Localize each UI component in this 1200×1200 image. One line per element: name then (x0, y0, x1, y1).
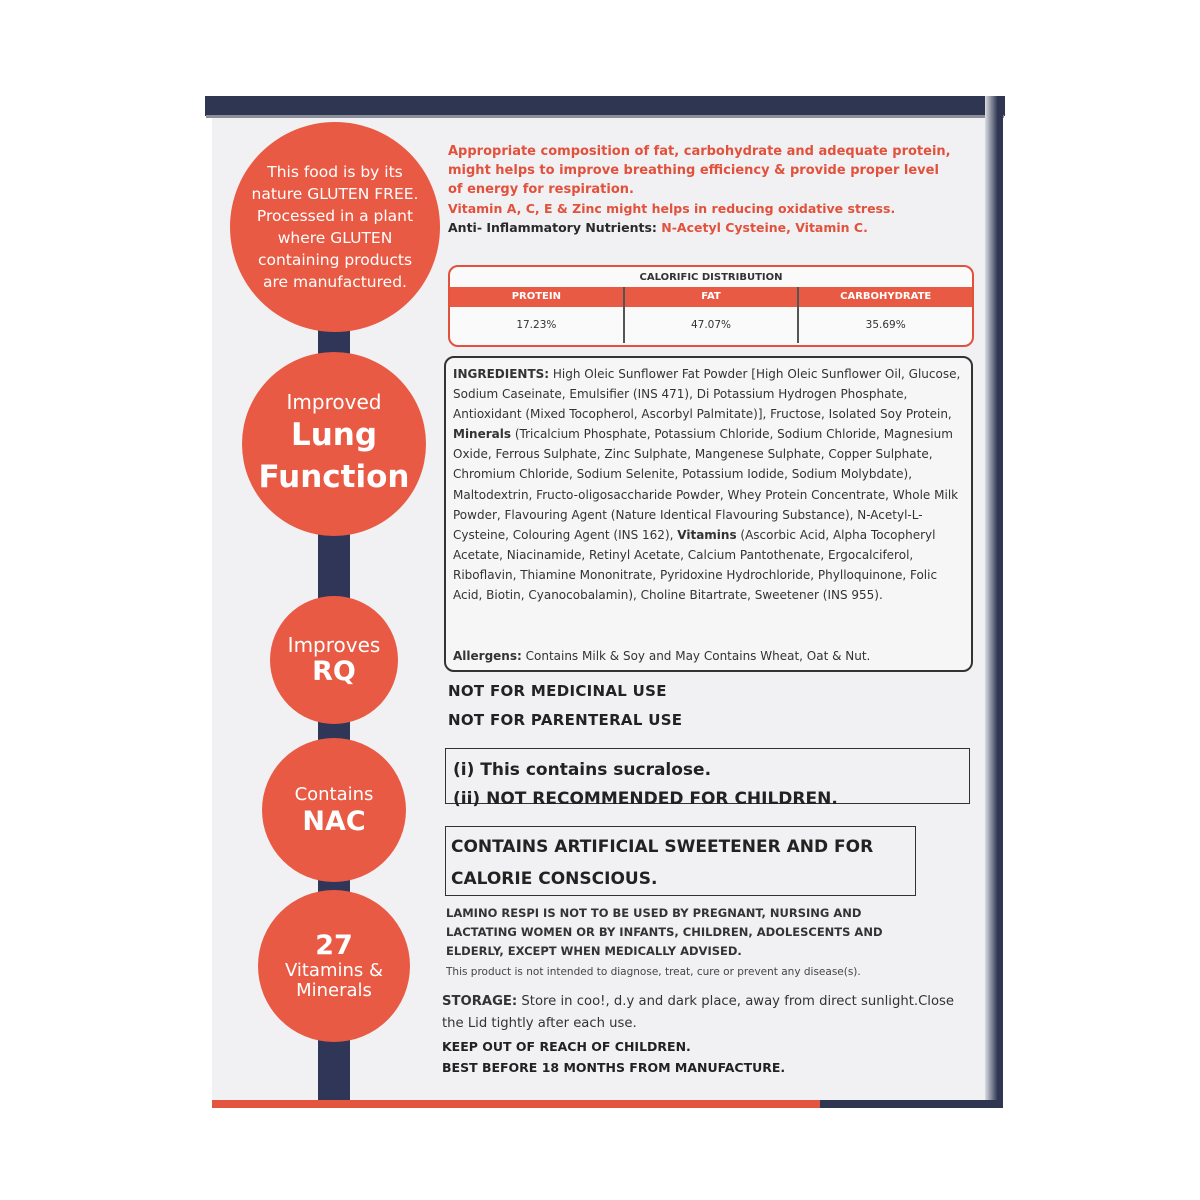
allergens-label: Allergens: (453, 648, 522, 663)
artificial-sweetener-notice: CONTAINS ARTIFICIAL SWEETENER AND FOR CALORIE CONSCIOUS. (445, 826, 916, 896)
allergens-text: Contains Milk & Soy and May Contains Wheat, Oat & Nut. (521, 648, 871, 663)
sucralose-notice (445, 748, 970, 809)
not-medicinal-warning: NOT FOR MEDICINAL USE (448, 682, 667, 700)
nac-line2: NAC (302, 806, 366, 837)
vitamins-line1: 27 (315, 930, 353, 961)
vitamins-badge (258, 890, 410, 1042)
keep-out-of-reach: KEEP OUT OF REACH OF CHILDREN. (442, 1039, 691, 1054)
ingredients-label: INGREDIENTS: (453, 367, 550, 381)
calorific-header-protein: PROTEIN (450, 287, 625, 307)
calorific-header-row (450, 287, 972, 307)
ingredients-part2: (Tricalcium Phosphate, Potassium Chloride, Sodium Chloride, Magnesium Oxide, Ferrous Sulphate, Zinc Sulphate, Mangenese Sulphate, Copper Sulphate, Chromium Chloride, Sodium Selenite, Potassium Iodide, Sodium Molybdate), Maltodextrin, Fructo-oligosaccharide Powder, Whey Protein Concentrate, Whole Milk Powder, Flavouring Agent (Nature Identical Flavouring Substance), N-Acetyl-L-Cysteine, Colouring Agent (INS 162), (453, 427, 959, 542)
calorific-header-fat: FAT (625, 287, 800, 307)
minerals-label: Minerals (453, 427, 512, 442)
lung-line2: Lung (290, 417, 378, 453)
not-parenteral-warning: NOT FOR PARENTERAL USE (448, 711, 683, 729)
ingredients-part3: (Ascorbic Acid, Alpha Tocopheryl Acetate, Niacinamide, Retinyl Acetate, Calcium Pantothenate, Ergocalciferol, Riboflavin, Thiamine Mononitrate, Pyridoxine Hydrochloride, Phylloquinone, Folic Acid, Biotin, Cyanocobalamin), Choline Bitartrate, Sweetener (INS 955). (453, 527, 938, 603)
nac-line1: Contains (294, 784, 374, 805)
ingredients-part1: High Oleic Sunflower Fat Powder [High Oleic Sunflower Oil, Glucose, Sodium Caseinate, Emulsifier (INS 471), Di Potassium Hydrogen Phosphate, Antioxidant (Mixed Tocopherol, Ascorbyl Palmitate)], Fructose, Isolated Soy Protein, (453, 367, 961, 422)
allergens (453, 646, 870, 666)
gluten-free-text: This food is by its nature GLUTEN FREE. Processed in a plant where GLUTEN containing products are manufactured. (251, 163, 419, 291)
ingredients-panel (444, 356, 973, 672)
calorific-header-carbohydrate: CARBOHYDRATE (840, 291, 932, 302)
safety-lines (442, 1036, 785, 1078)
storage-text (442, 991, 954, 1035)
anti-inflammatory-value: N-Acetyl Cysteine, Vitamin C. (661, 220, 868, 235)
calorific-value-carbohydrate: 35.69% (865, 319, 906, 331)
vitamins-label: Vitamins (677, 527, 737, 542)
anti-inflammatory-label: Anti- Inflammatory Nutrients: (448, 220, 662, 235)
rq-line2: RQ (312, 656, 356, 687)
box-bottom-stripe-blue (820, 1100, 1002, 1108)
intro-vitamins: Vitamin A, C, E & Zinc might helps in reducing oxidative stress. (448, 201, 896, 216)
calorific-distribution-table (448, 265, 974, 347)
intro-anti-inflammatory (448, 218, 958, 237)
gluten-free-badge (230, 122, 440, 332)
pregnancy-warning: LAMINO RESPI IS NOT TO BE USED BY PREGNANT, NURSING AND LACTATING WOMEN OR BY INFANTS, CHILDREN, ADOLESCENTS AND ELDERLY, EXCEPT WHEN MEDICALLY ADVISED. (446, 906, 883, 958)
intro-composition: Appropriate composition of fat, carbohydrate and adequate protein, might helps to improve breathing efficiency & provide proper level of energy for respiration. (448, 144, 951, 197)
best-before: BEST BEFORE 18 MONTHS FROM MANUFACTURE. (442, 1060, 786, 1075)
nac-badge (262, 738, 406, 882)
children-line: (ii) NOT RECOMMENDED FOR CHILDREN. (453, 789, 838, 809)
storage-label: STORAGE: (442, 994, 518, 1009)
calorific-title: CALORIFIC DISTRIBUTION (639, 272, 783, 283)
lung-line1: Improved (286, 390, 382, 414)
box-right-edge (985, 96, 1003, 1108)
calorific-value-fat: 47.07% (625, 307, 800, 343)
disclaimer: This product is not intended to diagnose, treat, cure or prevent any disease(s). (446, 966, 861, 978)
rq-line1: Improves (287, 633, 381, 657)
box-top-edge (205, 96, 1005, 116)
vitamins-line2: Vitamins & (284, 960, 384, 981)
calorific-value-protein: 17.23% (450, 307, 625, 343)
storage-body: Store in coo!, d.y and dark place, away from direct sunlight.Close the Lid tightly after each use. (442, 994, 954, 1031)
calorific-value-row (450, 307, 972, 343)
sucralose-line: (i) This contains sucralose. (453, 760, 712, 780)
lung-line3: Function (258, 459, 410, 495)
storage-instructions (442, 991, 954, 1035)
ingredients-text (453, 364, 963, 605)
vitamins-line3: Minerals (296, 980, 372, 1001)
benefits-intro (448, 142, 958, 237)
lung-function-badge (242, 352, 426, 536)
box-top-lip (206, 115, 1004, 118)
rq-badge (270, 596, 398, 724)
